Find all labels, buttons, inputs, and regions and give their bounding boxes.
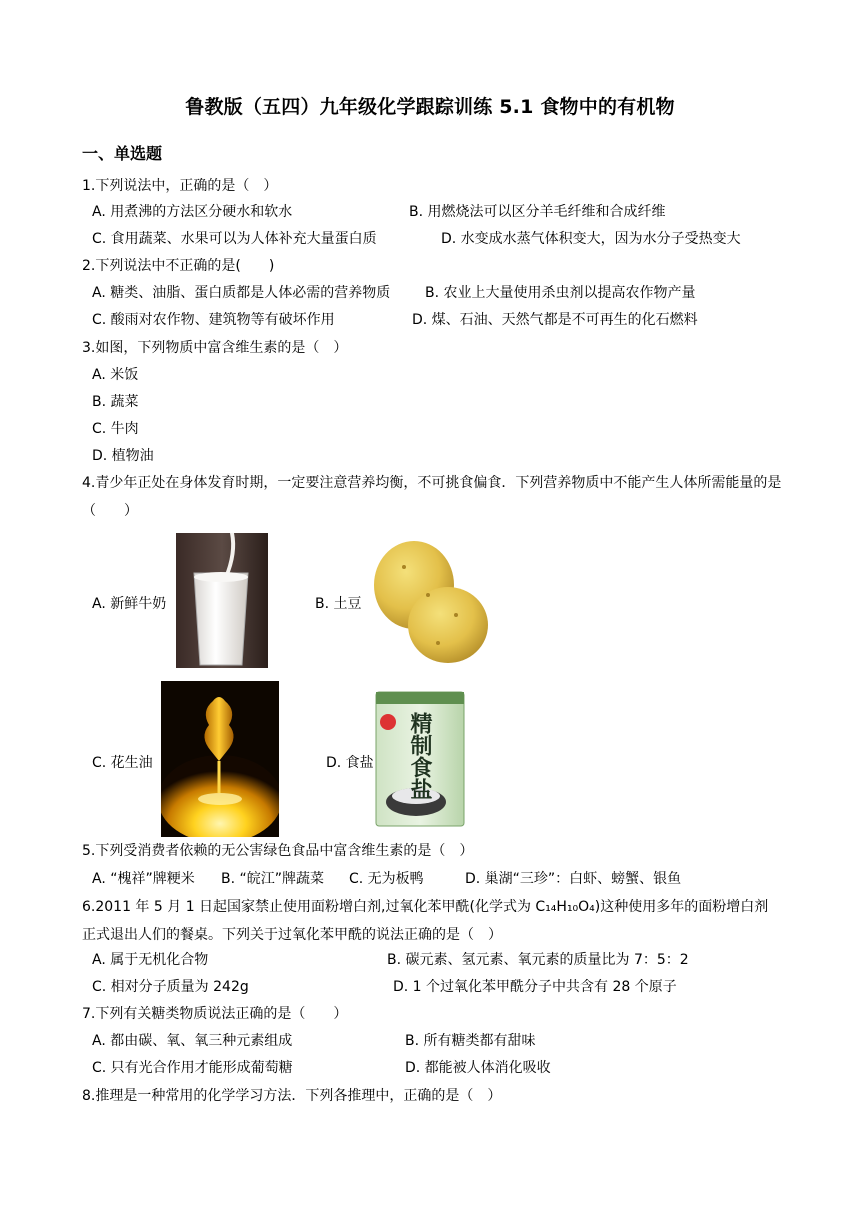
question-3-option-a[interactable]: A. 米饭 <box>92 367 139 383</box>
question-6-option-b[interactable]: B. 碳元素、氢元素、氧元素的质量比为 7：5：2 <box>387 952 689 968</box>
section-heading: 一、单选题 <box>82 144 163 163</box>
question-6-stem: 6.2011 年 5 月 1 日起国家禁止使用面粉增白剂,过氧化苯甲酰(化学式为 C₁₄H₁₀O₄)这种使用多年的面粉增白剂正式退出人们的餐桌。下列关于过氧化苯甲酰的说法正确的是（ ） <box>82 899 769 943</box>
question-2-option-c[interactable]: C. 酸雨对农作物、建筑物等有破坏作用 <box>92 312 335 328</box>
milk-photo <box>176 533 268 668</box>
question-4-option-a[interactable]: A. 新鲜牛奶 <box>92 596 167 612</box>
question-2-stem: 2.下列说法中不正确的是( ) <box>82 258 275 274</box>
question-6-option-c[interactable]: C. 相对分子质量为 242g <box>92 979 249 995</box>
document-title: 鲁教版（五四）九年级化学跟踪训练 5.1 食物中的有机物 <box>185 96 675 118</box>
question-4-option-c[interactable]: C. 花生油 <box>92 755 153 771</box>
question-3-option-d[interactable]: D. 植物油 <box>92 448 154 464</box>
salt-bag-photo <box>374 690 466 828</box>
potato-photo <box>368 535 490 667</box>
question-4-option-b[interactable]: B. 土豆 <box>315 596 362 612</box>
question-1-option-d[interactable]: D. 水变成水蒸气体积变大，因为水分子受热变大 <box>441 231 741 247</box>
question-3-option-b[interactable]: B. 蔬菜 <box>92 394 139 410</box>
question-2-option-b[interactable]: B. 农业上大量使用杀虫剂以提高农作物产量 <box>425 285 696 301</box>
question-3-stem: 3.如图，下列物质中富含维生素的是（ ） <box>82 340 348 356</box>
question-7-option-a[interactable]: A. 都由碳、氧、氧三种元素组成 <box>92 1033 293 1049</box>
question-5-option-d[interactable]: D. 巢湖“三珍”：白虾、螃蟹、银鱼 <box>465 871 682 887</box>
question-3-option-c[interactable]: C. 牛肉 <box>92 421 139 437</box>
question-1-option-b[interactable]: B. 用燃烧法可以区分羊毛纤维和合成纤维 <box>409 204 666 220</box>
question-1-stem: 1.下列说法中，正确的是（ ） <box>82 178 278 194</box>
question-7-option-d[interactable]: D. 都能被人体消化吸收 <box>405 1060 551 1076</box>
question-7-stem: 7.下列有关糖类物质说法正确的是（ ） <box>82 1006 348 1022</box>
question-1-option-a[interactable]: A. 用煮沸的方法区分硬水和软水 <box>92 204 293 220</box>
question-8-stem: 8.推理是一种常用的化学学习方法．下列各推理中，正确的是（ ） <box>82 1088 502 1104</box>
question-6-option-d[interactable]: D. 1 个过氧化苯甲酰分子中共含有 28 个原子 <box>393 979 677 995</box>
question-2-option-d[interactable]: D. 煤、石油、天然气都是不可再生的化石燃料 <box>412 312 698 328</box>
question-2-option-a[interactable]: A. 糖类、油脂、蛋白质都是人体必需的营养物质 <box>92 285 391 301</box>
question-4-stem: 4.青少年正处在身体发育时期，一定要注意营养均衡，不可挑食偏食．下列营养物质中不能产生人体所需能量的是（ ） <box>82 475 782 519</box>
question-1-option-c[interactable]: C. 食用蔬菜、水果可以为人体补充大量蛋白质 <box>92 231 377 247</box>
question-5-option-a[interactable]: A. “槐祥”牌粳米 <box>92 871 195 887</box>
question-4-option-d[interactable]: D. 食盐 <box>326 755 374 771</box>
question-7-option-b[interactable]: B. 所有糖类都有甜味 <box>405 1033 536 1049</box>
question-6-option-a[interactable]: A. 属于无机化合物 <box>92 952 209 968</box>
question-5-option-b[interactable]: B. “皖江”牌蔬菜 <box>221 871 325 887</box>
salt-bag-label: 精制食盐 <box>407 712 433 800</box>
peanut-oil-photo <box>161 681 279 837</box>
question-7-option-c[interactable]: C. 只有光合作用才能形成葡萄糖 <box>92 1060 293 1076</box>
question-5-option-c[interactable]: C. 无为板鸭 <box>349 871 424 887</box>
question-5-stem: 5.下列受消费者依赖的无公害绿色食品中富含维生素的是（ ） <box>82 843 474 859</box>
